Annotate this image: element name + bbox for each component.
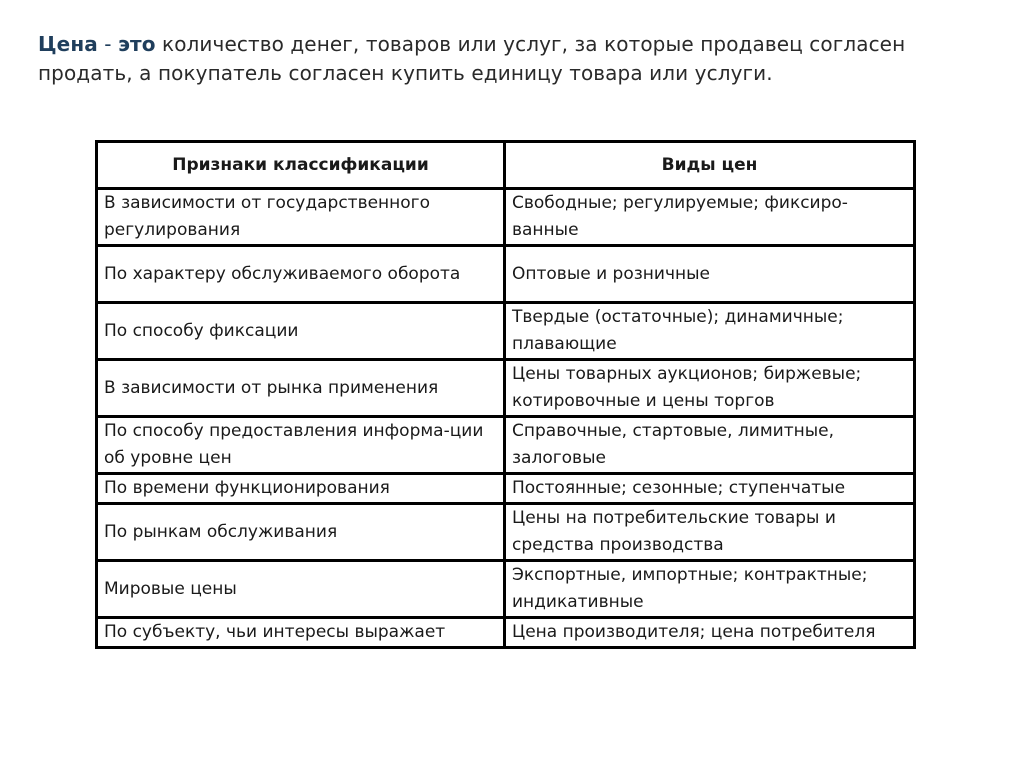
definition-keyword: это <box>118 32 156 56</box>
types-cell: Свободные; регулируемые; фиксиро-ванные <box>505 189 915 246</box>
price-classification-table <box>95 140 916 649</box>
feature-cell: В зависимости от рынка применения <box>97 360 505 417</box>
table-row <box>97 474 915 504</box>
types-cell: Цены на потребительские товары и средства производства <box>505 504 915 561</box>
feature-cell: В зависимости от государственного регулирования <box>97 189 505 246</box>
types-cell: Цена производителя; цена потребителя <box>505 618 915 648</box>
feature-cell: По способу предоставления информа-ции об уровне цен <box>97 417 505 474</box>
header-features: Признаки классификации <box>97 142 505 189</box>
table-header-row <box>97 142 915 189</box>
table-row <box>97 189 915 246</box>
classification-table-wrap <box>95 140 913 649</box>
table-row <box>97 561 915 618</box>
types-cell: Справочные, стартовые, лимитные, залоговые <box>505 417 915 474</box>
types-cell: Оптовые и розничные <box>505 246 915 303</box>
table-row <box>97 618 915 648</box>
table-row <box>97 246 915 303</box>
feature-cell: Мировые цены <box>97 561 505 618</box>
definition-term: Цена <box>38 32 98 56</box>
feature-cell: По времени функционирования <box>97 474 505 504</box>
definition-text: количество денег, товаров или услуг, за которые продавец согласен продать, а покупатель согласен купить единицу товара или услуги. <box>38 32 906 85</box>
feature-cell: По характеру обслуживаемого оборота <box>97 246 505 303</box>
types-cell: Экспортные, импортные; контрактные; индикативные <box>505 561 915 618</box>
price-definition <box>38 30 998 88</box>
definition-dash: - <box>97 32 119 56</box>
table-row <box>97 303 915 360</box>
types-cell: Твердые (остаточные); динамичные; плавающие <box>505 303 915 360</box>
types-cell: Цены товарных аукционов; биржевые; котировочные и цены торгов <box>505 360 915 417</box>
feature-cell: По способу фиксации <box>97 303 505 360</box>
table-row <box>97 417 915 474</box>
feature-cell: По рынкам обслуживания <box>97 504 505 561</box>
feature-cell: По субъекту, чьи интересы выражает <box>97 618 505 648</box>
table-row <box>97 504 915 561</box>
table-row <box>97 360 915 417</box>
header-price-types: Виды цен <box>505 142 915 189</box>
types-cell: Постоянные; сезонные; ступенчатые <box>505 474 915 504</box>
